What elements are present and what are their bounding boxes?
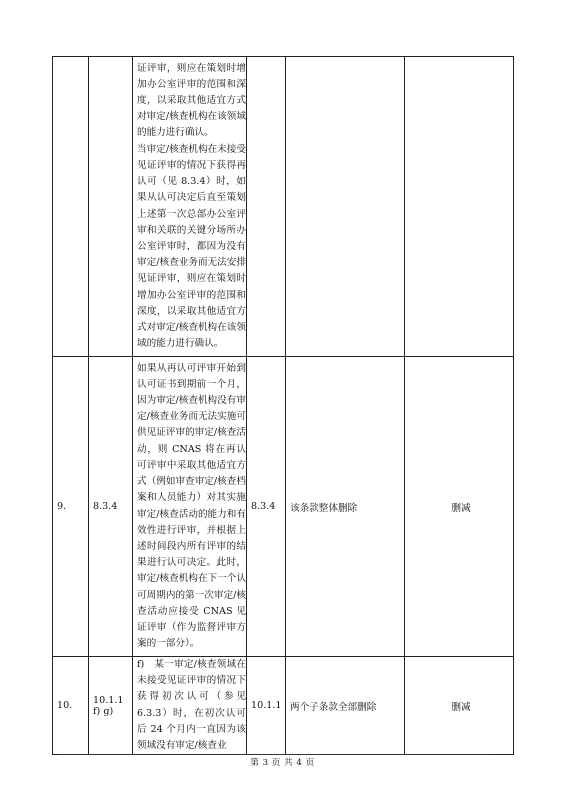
clause-number: 10.1.1 f) g) (89, 657, 133, 755)
change-type (405, 57, 514, 357)
change-note: 两个子条款全部删除 (286, 657, 405, 755)
change-note: 该条款整体删除 (286, 357, 405, 657)
footer-divider (60, 754, 489, 755)
row-number (53, 57, 89, 357)
requirement-text (133, 357, 247, 657)
requirement-paragraph: 证评审，则应在策划时增加办公室评审的范围和深度，以采取其他适宜方式对审定/核查机构在该领域的能力进行确认。 (137, 62, 246, 139)
page-number: 第 3 页 共 4 页 (250, 758, 315, 768)
clause-number: 8.3.4 (89, 357, 133, 657)
table-row (53, 57, 514, 357)
row-number: 10. (53, 657, 89, 755)
requirement-paragraph: 如果从再认可评审开始到认可证书到期前一个月，因为审定/核查机构没有审定/核查业务而无法实施可供见证评审的审定/核查活动，则 CNAS 将在再认可评审中采取其他适宜方式（例如审查审定/核查档案和人员能力）对其实施审定/核查活动的能力和有效性进行评审，并根据上述时间段内所有评审的结果进行认可决定。此时，审定/核查机构在下一个认可周期内的第一次审定/核查活动应接受 CNAS 见证评审（作为监督评审方案的一部分）。 (137, 362, 246, 650)
new-clause-number (247, 57, 286, 357)
requirement-paragraph: f) 某一审定/核查领域在未接受见证评审的情况下获得初次认可（参见 6.3.3）时，在初次认可后 24 个月内一直因为该领域没有审定/核查业 (137, 659, 246, 752)
new-clause-number: 8.3.4 (247, 357, 286, 657)
comparison-table (52, 56, 514, 755)
requirement-text (133, 657, 247, 755)
clause-number (89, 57, 133, 357)
table-row (53, 657, 514, 755)
change-type: 删减 (405, 657, 514, 755)
table-row (53, 357, 514, 657)
change-note (286, 57, 405, 357)
new-clause-number: 10.1.1 (247, 657, 286, 755)
requirement-text (133, 57, 247, 357)
requirement-paragraph: 当审定/核查机构在未接受见证评审的情况下获得再认可（见 8.3.4）时，如果从认可决定后直至策划上述第一次总部办公室评审和关联的关键分场所办公室评审时，都因为没有审定/核查业务而无法安排见证评审，则应在策划时增加办公室评审的范围和深度，以采取其他适宜方式对审定/核查机构在该领域的能力进行确认。 (137, 143, 246, 350)
row-number: 9. (53, 357, 89, 657)
change-type: 删减 (405, 357, 514, 657)
